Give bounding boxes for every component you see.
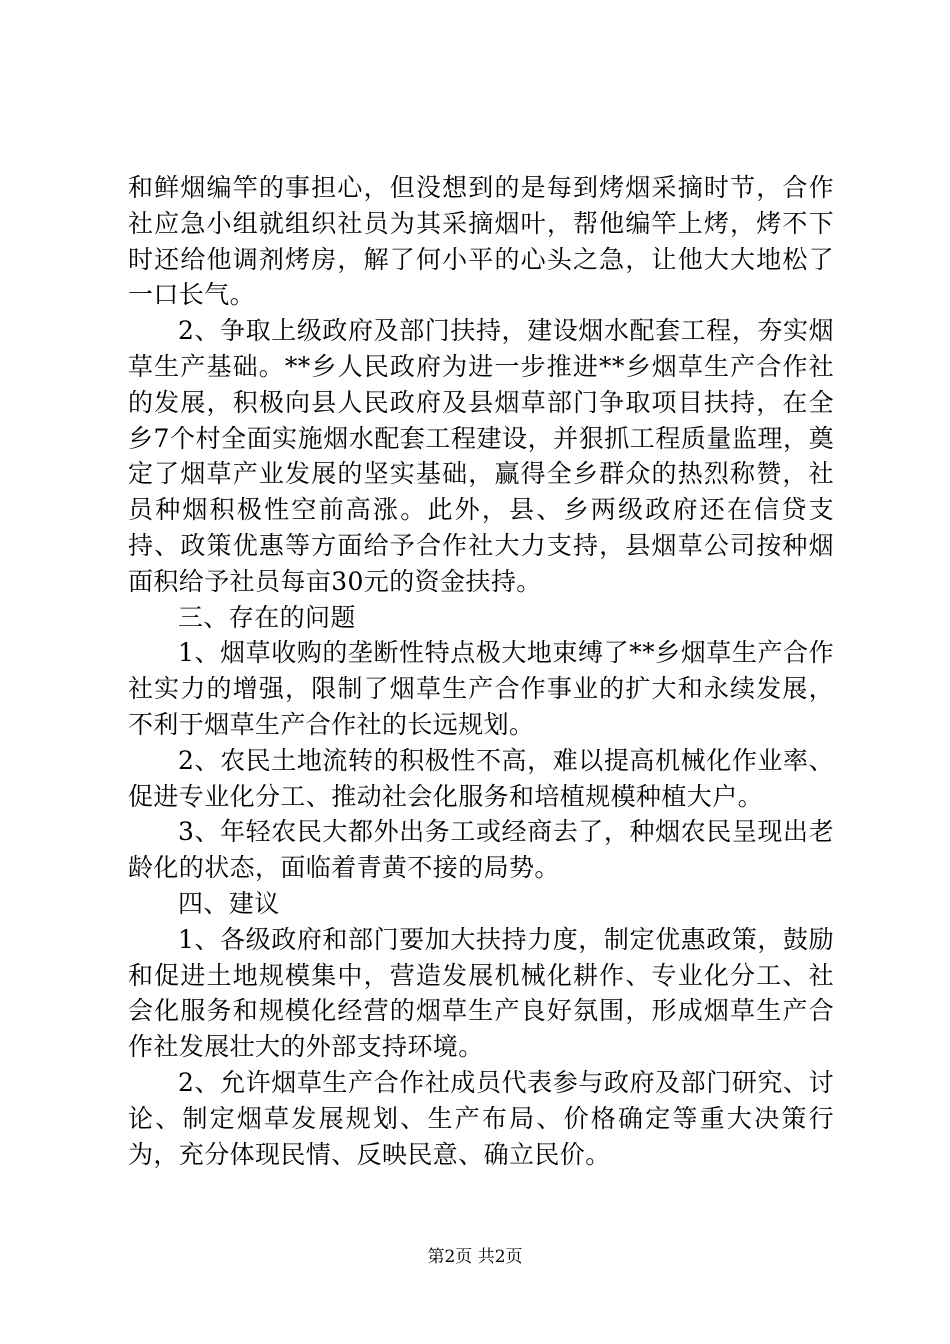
paragraph-problem-2: 2、农民土地流转的积极性不高，难以提高机械化作业率、促进专业化分工、推动社会化服务和培植规模种植大户。 bbox=[128, 745, 834, 811]
paragraph-problem-1: 1、烟草收购的垄断性特点极大地束缚了**乡烟草生产合作社实力的增强，限制了烟草生产合作事业的扩大和永续发展，不利于烟草生产合作社的长远规划。 bbox=[128, 638, 834, 739]
paragraph-suggestion-1: 1、各级政府和部门要加大扶持力度，制定优惠政策，鼓励和促进土地规模集中，营造发展机械化耕作、专业化分工、社会化服务和规模化经营的烟草生产良好氛围，形成烟草生产合作社发展壮大的外部支持环境。 bbox=[128, 924, 834, 1062]
paragraph-suggestion-2: 2、允许烟草生产合作社成员代表参与政府及部门研究、讨论、制定烟草发展规划、生产布局、价格确定等重大决策行为，充分体现民情、反映民意、确立民价。 bbox=[128, 1067, 834, 1169]
page-number-footer: 第2页 共2页 bbox=[427, 1247, 523, 1267]
paragraph-problem-3: 3、年轻农民大都外出务工或经商去了，种烟农民呈现出老龄化的状态，面临着青黄不接的局势。 bbox=[128, 817, 834, 883]
section-heading-suggestions: 四、建议 bbox=[178, 888, 280, 918]
document-body bbox=[128, 170, 834, 1172]
paragraph-continued: 和鲜烟编竿的事担心，但没想到的是每到烤烟采摘时节，合作社应急小组就组织社员为其采摘烟叶，帮他编竿上烤，烤不下时还给他调剂烤房，解了何小平的心头之急，让他大大地松了一口长气。 bbox=[128, 173, 834, 310]
section-heading-problems: 三、存在的问题 bbox=[178, 602, 356, 632]
paragraph-policy-support: 2、争取上级政府及部门扶持，建设烟水配套工程，夯实烟草生产基础。**乡人民政府为进一步推进**乡烟草生产合作社的发展，积极向县人民政府及县烟草部门争取项目扶持，在全乡7个村全面实施烟水配套工程建设，并狠抓工程质量监理，奠定了烟草产业发展的坚实基础，赢得全乡群众的热烈称赞，社员种烟积极性空前高涨。此外，县、乡两级政府还在信贷支持、政策优惠等方面给予合作社大力支持，县烟草公司按种烟面积给予社员每亩30元的资金扶持。 bbox=[128, 316, 834, 596]
